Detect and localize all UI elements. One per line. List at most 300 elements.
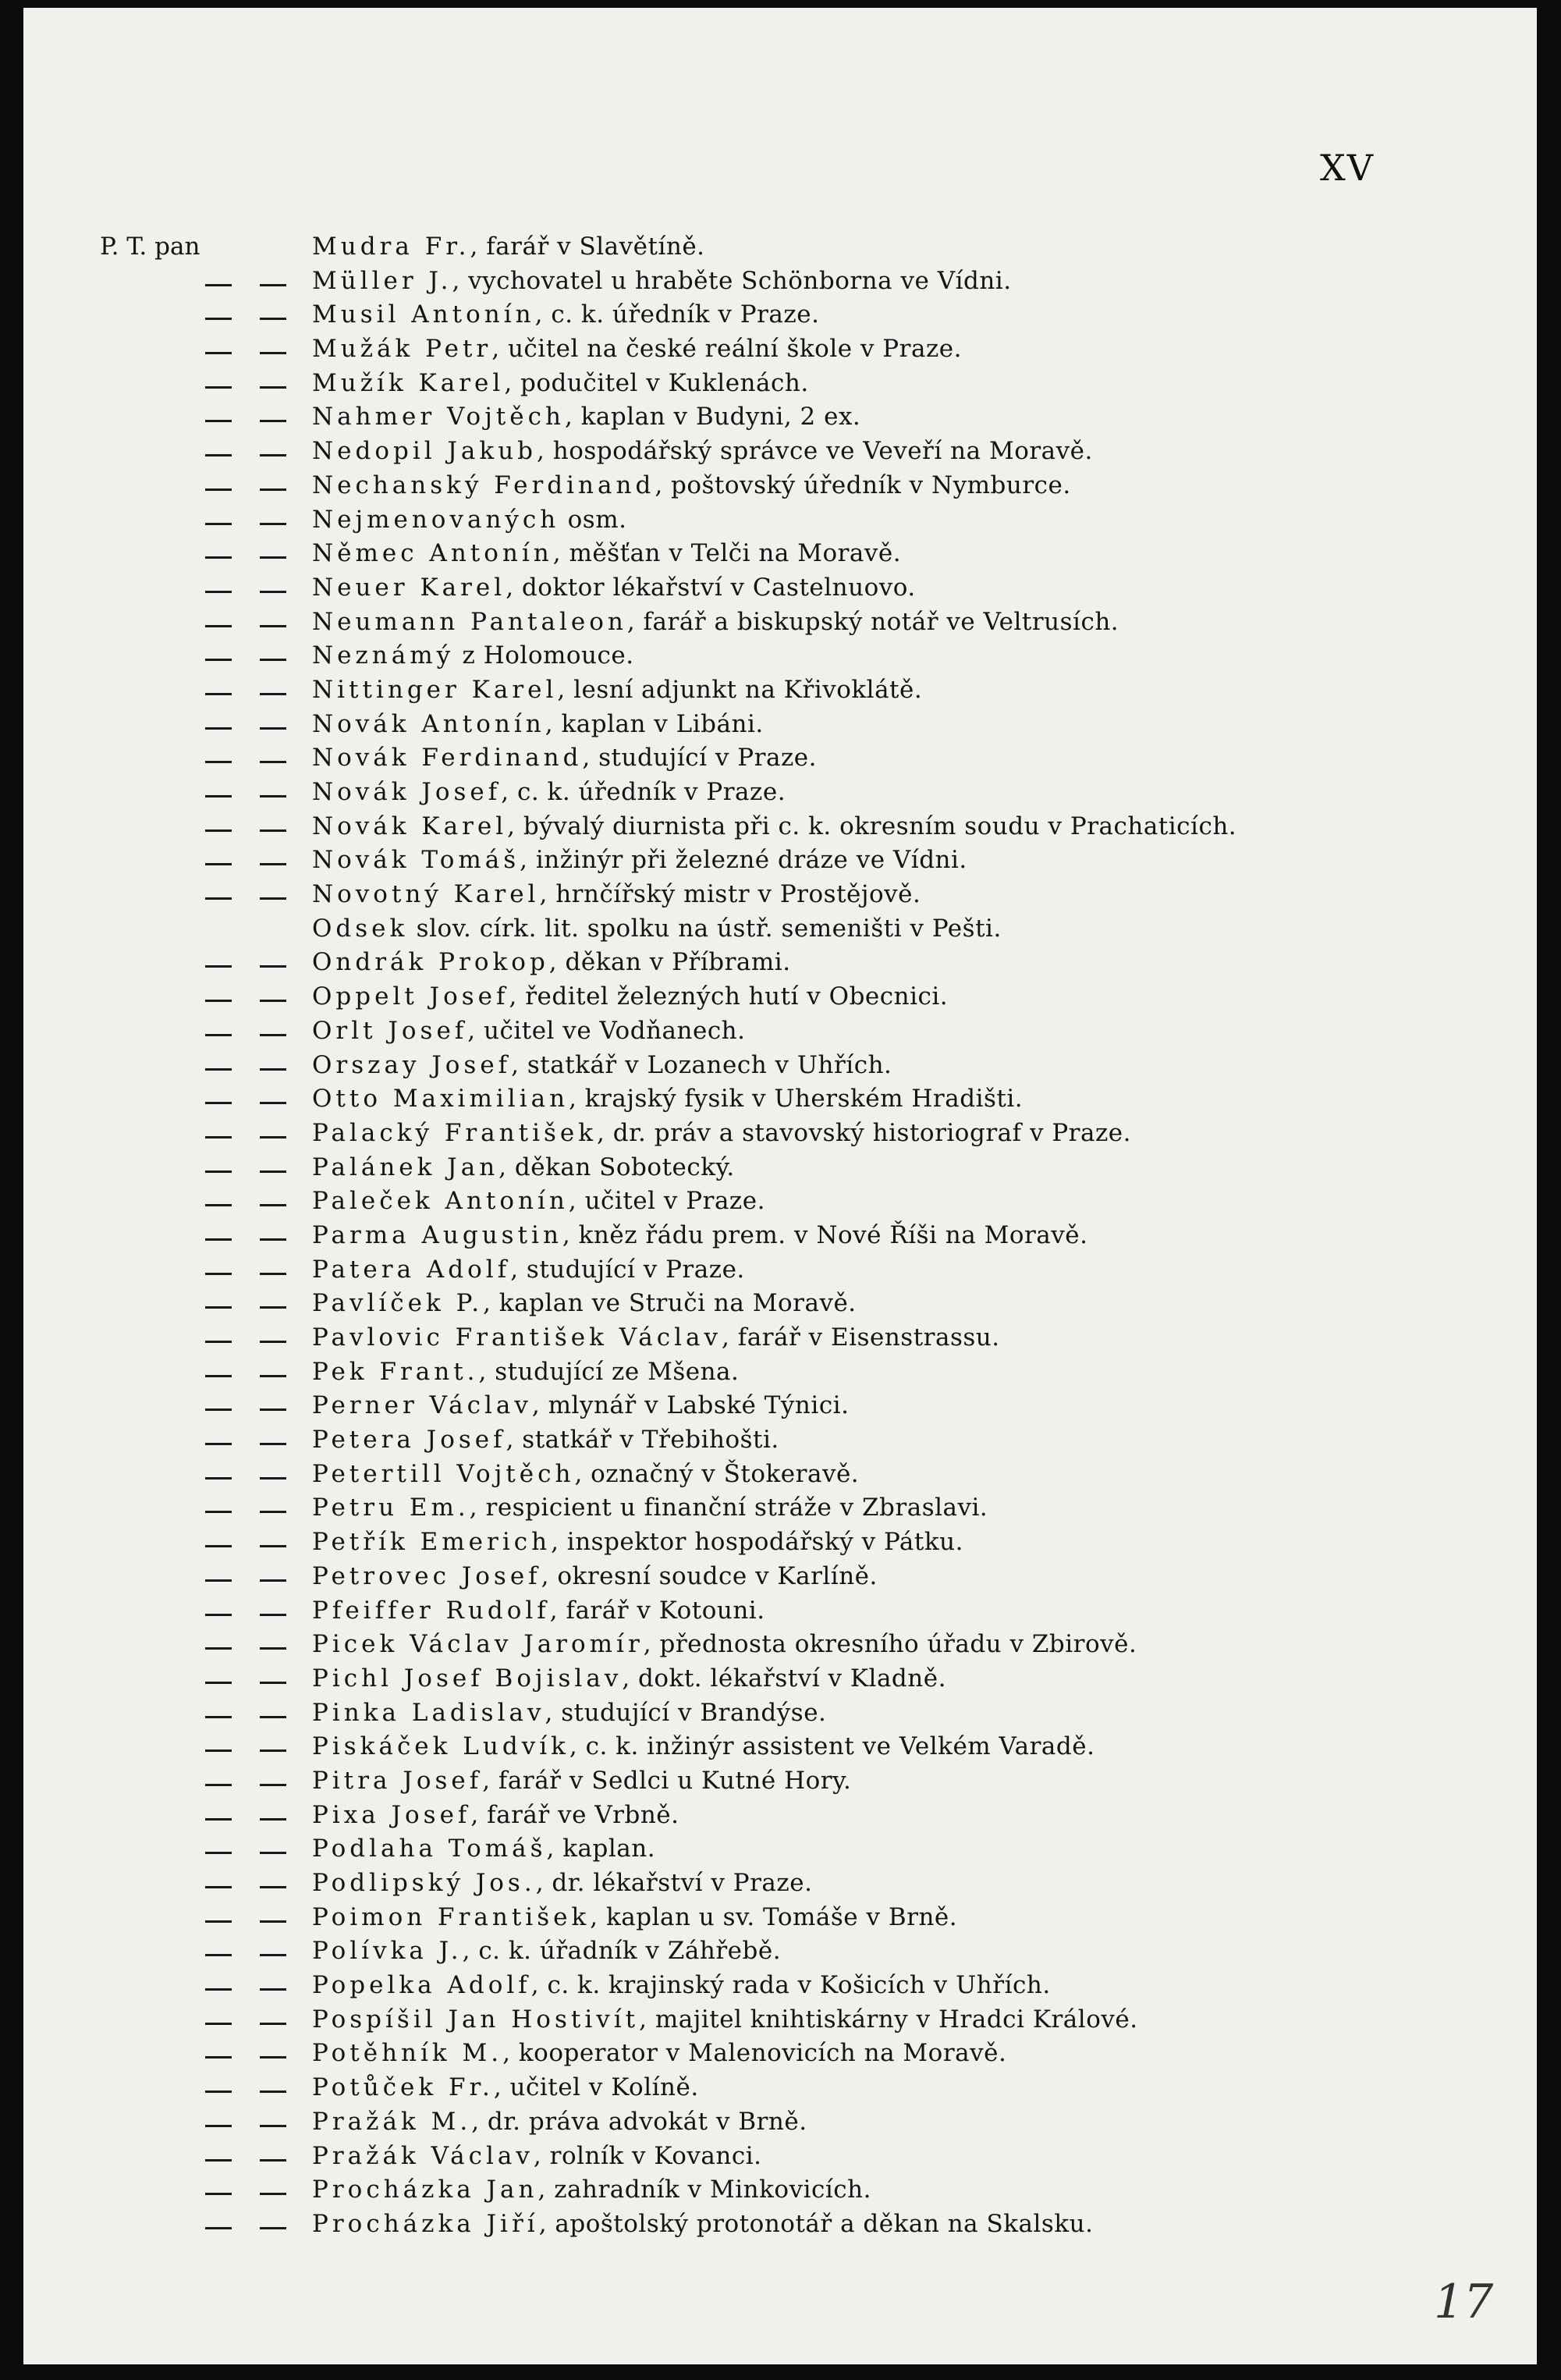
entry-name: Pek Frant. (312, 1357, 479, 1386)
entry-name: Patera Adolf (312, 1255, 511, 1284)
ditto-dash (205, 1034, 232, 1036)
entry-name: Potěhník M. (312, 2039, 503, 2068)
ditto-dash (260, 523, 286, 525)
entry-name: Piskáček Ludvík (312, 1732, 569, 1761)
ditto-dash (260, 625, 286, 627)
ditto-dash (260, 1511, 286, 1513)
ditto-dash (205, 2193, 232, 2195)
list-item (100, 1358, 1520, 1392)
entry-name: Neumann Pantaleon (312, 607, 627, 636)
entry-description: , respicient u finanční stráže v Zbraslavi. (469, 1494, 988, 1522)
entry-description: , učitel v Praze. (568, 1187, 765, 1216)
ditto-dash (205, 2023, 232, 2025)
ditto-dash (260, 965, 286, 968)
entry-description: , studující ze Mšena. (478, 1357, 740, 1386)
entry-description: , farář v Sedlci u Kutné Hory. (482, 1766, 852, 1795)
entry-description: , farář ve Vrbně. (470, 1800, 679, 1829)
ditto-dash (260, 1000, 286, 1002)
ditto-dash (260, 1068, 286, 1071)
entry-name: Neznámý (312, 641, 455, 670)
entry-name: Odsek (312, 914, 409, 943)
ditto-dash (205, 420, 232, 422)
ditto-dash (260, 2023, 286, 2025)
list-item (100, 1153, 1520, 1188)
ditto-dash (260, 1647, 286, 1650)
ditto-dash (260, 1716, 286, 1718)
entry-name: Pavlovic František Václav (312, 1323, 722, 1352)
entry-name: Pospíšil Jan Hostivít (312, 2005, 640, 2034)
entry-name: Mužík Karel (312, 368, 505, 397)
entry-description: , kaplan u sv. Tomáše v Brně. (590, 1902, 958, 1931)
ditto-dash (205, 659, 232, 661)
entry-name: Podlaha Tomáš (312, 1835, 547, 1863)
entry-text (312, 1017, 746, 1045)
entry-description: , hrnčířský mistr v Prostějově. (539, 880, 921, 909)
entry-name: Otto Maximilian (312, 1085, 569, 1114)
entry-text (312, 403, 860, 431)
ditto-dash (260, 2125, 286, 2127)
ditto-dash (260, 556, 286, 559)
list-item (100, 437, 1520, 471)
ditto-dash (205, 1545, 232, 1547)
entry-text (312, 1630, 1137, 1658)
entry-text (312, 1699, 826, 1727)
ditto-dash (260, 1238, 286, 1241)
entry-description: , označný v Štokeravě. (574, 1459, 860, 1488)
ditto-dash (260, 386, 286, 389)
entry-name: Nahmer Vojtěch (312, 403, 565, 432)
entry-text (312, 846, 967, 874)
ditto-dash (205, 1920, 232, 1923)
entry-description: z Holomouce. (454, 641, 634, 670)
ditto-dash (205, 1852, 232, 1854)
list-item (100, 335, 1520, 369)
entry-text (312, 1051, 892, 1079)
entry-name: Pichl Josef Bojislav (312, 1664, 623, 1693)
entry-name: Petrovec Josef (312, 1561, 541, 1590)
entry-name: Parma Augustin (312, 1220, 562, 1249)
entry-text (312, 982, 948, 1011)
entry-name: Popelka Adolf (312, 1971, 531, 2000)
entry-name: Novák Karel (312, 812, 508, 840)
entry-description: slov. círk. lit. spolku na ústř. semeništi v Pešti. (408, 914, 1002, 943)
ditto-dash (260, 1102, 286, 1104)
ditto-dash (260, 1341, 286, 1343)
ditto-dash (205, 965, 232, 968)
ditto-dash (205, 2056, 232, 2059)
entry-text (312, 1903, 957, 1931)
entry-name: Novák Josef (312, 778, 502, 806)
list-item (100, 948, 1520, 982)
list-item (100, 2142, 1520, 2176)
list-item (100, 403, 1520, 437)
entry-description: , dr. práv a stavovský historiograf v Praze. (597, 1118, 1132, 1147)
entry-text (312, 233, 705, 261)
entry-text (312, 676, 922, 704)
entry-text (312, 1460, 859, 1488)
entry-text (312, 2005, 1138, 2034)
list-item (100, 1051, 1520, 1085)
list-item (100, 2005, 1520, 2040)
list-item (100, 1903, 1520, 1938)
ditto-dash (260, 318, 286, 320)
entry-name: Ondrák Prokop (312, 948, 549, 977)
entry-description: , kaplan v Budyni, 2 ex. (564, 403, 861, 432)
ditto-dash (260, 1784, 286, 1786)
entry-text (312, 471, 1071, 499)
ditto-dash (260, 2227, 286, 2229)
ditto-dash (205, 284, 232, 286)
ditto-dash (260, 863, 286, 865)
list-item (100, 1597, 1520, 1631)
entry-name: Musil Antonín (312, 300, 535, 329)
entry-name: Picek Václav Jaromír (312, 1630, 644, 1659)
list-item (100, 1835, 1520, 1869)
ditto-dash (260, 1408, 286, 1411)
list-item (100, 1494, 1520, 1528)
entry-name: Mužák Petr (312, 335, 492, 364)
list-item (100, 2039, 1520, 2073)
ditto-dash (260, 1477, 286, 1480)
handwritten-mark: 17 (1434, 2275, 1494, 2329)
ditto-dash (205, 591, 232, 593)
document-page (23, 8, 1537, 2364)
ditto-dash (205, 1886, 232, 1888)
entry-name: Petertill Vojtěch (312, 1459, 575, 1488)
ditto-dash (205, 863, 232, 865)
entry-text (312, 1119, 1131, 1147)
entry-text (312, 1358, 739, 1386)
ditto-dash (260, 1443, 286, 1445)
entry-name: Potůček Fr. (312, 2073, 494, 2102)
list-item (100, 1017, 1520, 1051)
ditto-dash (205, 1749, 232, 1752)
ditto-dash (205, 318, 232, 320)
entry-description: , podučitel v Kuklenách. (504, 368, 809, 397)
ditto-dash (205, 523, 232, 525)
ditto-dash (205, 2227, 232, 2229)
entry-name: Polívka J. (312, 1937, 463, 1966)
entry-text (312, 335, 962, 363)
entry-text (312, 1664, 946, 1693)
entry-description: , děkan v Příbrami. (548, 948, 791, 977)
ditto-dash (205, 1443, 232, 1445)
entry-name: Novák Antonín (312, 709, 545, 738)
list-item (100, 506, 1520, 540)
entry-description: , krajský fysik v Uherském Hradišti. (569, 1085, 1024, 1114)
entry-description: , farář v Slavětíně. (470, 233, 705, 261)
entry-name: Palánek Jan (312, 1153, 499, 1181)
entry-description: , kooperator v Malenovicích na Moravě. (502, 2039, 1007, 2068)
entry-name: Pinka Ladislav (312, 1698, 545, 1727)
entry-description: , c. k. úřadník v Záhřebě. (462, 1937, 782, 1966)
page-number: XV (1320, 147, 1375, 189)
ditto-dash (260, 488, 286, 491)
entry-name: Němec Antonín (312, 539, 553, 568)
ditto-dash (260, 1136, 286, 1138)
ditto-dash (260, 1034, 286, 1036)
ditto-dash (205, 727, 232, 730)
list-item (100, 641, 1520, 676)
entry-name: Mudra Fr. (312, 233, 470, 261)
entry-text (312, 1494, 988, 1522)
entry-name: Poimon František (312, 1902, 591, 1931)
entry-description: , majitel knihtiskárny v Hradci Králové. (639, 2005, 1138, 2034)
entry-description: , děkan Sobotecký. (498, 1153, 735, 1181)
ditto-dash (205, 761, 232, 763)
ditto-dash (205, 1306, 232, 1309)
list-item (100, 1971, 1520, 2005)
entry-description: , ředitel železných hutí v Obecnici. (509, 982, 949, 1011)
ditto-dash (205, 1784, 232, 1786)
entry-name: Novotný Karel (312, 880, 540, 909)
entry-name: Neuer Karel (312, 573, 506, 602)
ditto-dash (205, 352, 232, 354)
entry-text (312, 2073, 699, 2101)
ditto-dash (260, 1920, 286, 1923)
ditto-dash (205, 2125, 232, 2127)
entry-description: , rolník v Kovanci. (533, 2141, 762, 2170)
ditto-dash (260, 1579, 286, 1582)
entry-name: Petřík Emerich (312, 1528, 552, 1557)
ditto-dash (260, 352, 286, 354)
list-item (100, 676, 1520, 710)
ditto-dash (260, 1682, 286, 1684)
ditto-dash (205, 488, 232, 491)
entry-description: , okresní soudce v Karlíně. (541, 1561, 878, 1590)
ditto-dash (205, 2159, 232, 2162)
entry-description: , poštovský úředník v Nymburce. (655, 471, 1071, 499)
ditto-dash (260, 727, 286, 730)
entry-description: , statkář v Třebihošti. (506, 1426, 779, 1455)
ditto-dash (205, 1988, 232, 1991)
ditto-dash (260, 284, 286, 286)
entry-name: Podlipský Jos. (312, 1869, 536, 1897)
ditto-dash (260, 591, 286, 593)
list-item (100, 812, 1520, 847)
ditto-dash (260, 1886, 286, 1888)
entry-description: , bývalý diurnista při c. k. okresním soudu v Prachaticích. (507, 812, 1237, 840)
ditto-dash (205, 454, 232, 456)
entry-text (312, 1085, 1023, 1113)
entry-name: Novák Ferdinand (312, 744, 583, 773)
entry-text (312, 2108, 807, 2136)
entry-name: Pavlíček P. (312, 1289, 484, 1318)
list-item (100, 2073, 1520, 2108)
list-item (100, 1391, 1520, 1426)
ditto-dash (260, 2090, 286, 2093)
ditto-dash (205, 1102, 232, 1104)
list-item (100, 1085, 1520, 1119)
entry-text (312, 1391, 849, 1419)
entry-text (312, 1426, 779, 1454)
entry-description: , mlynář v Labské Týnici. (531, 1391, 850, 1420)
list-item (100, 982, 1520, 1017)
ditto-dash (205, 1408, 232, 1411)
entry-text (312, 1869, 812, 1897)
entry-description: , farář v Eisenstrassu. (722, 1323, 1000, 1352)
entry-name: Petru Em. (312, 1494, 470, 1522)
entry-description: , studující v Praze. (510, 1255, 745, 1284)
entry-description: , farář a biskupský notář ve Veltrusích. (626, 607, 1119, 636)
entry-name: Nejmenovaných (312, 505, 560, 534)
entry-description: , lesní adjunkt na Křivoklátě. (557, 675, 923, 704)
ditto-dash (205, 1000, 232, 1002)
list-item (100, 744, 1520, 778)
list-item (100, 1256, 1520, 1290)
ditto-dash (205, 1818, 232, 1821)
ditto-dash (260, 2193, 286, 2195)
entry-description: osm. (559, 505, 627, 534)
entry-text (312, 2039, 1006, 2067)
entry-name: Oppelt Josef (312, 982, 509, 1011)
list-item (100, 574, 1520, 608)
list-item (100, 778, 1520, 812)
entry-text (312, 1562, 878, 1590)
honorific-prefix: P. T. pan (100, 233, 200, 261)
entry-description: , vychovatel u hraběte Schönborna ve Vídni. (452, 266, 1012, 295)
ditto-dash (260, 1545, 286, 1547)
ditto-dash (205, 556, 232, 559)
entry-text (312, 1767, 851, 1795)
entry-description: , apoštolský protonotář a děkan na Skalsku. (538, 2209, 1094, 2238)
list-item (100, 1460, 1520, 1494)
list-item (100, 1289, 1520, 1323)
ditto-dash (205, 693, 232, 695)
entry-description: , kaplan. (546, 1835, 656, 1863)
entry-name: Orszay Josef (312, 1050, 512, 1079)
list-item (100, 846, 1520, 880)
ditto-dash (260, 1170, 286, 1173)
list-item (100, 1699, 1520, 1733)
entry-text (312, 880, 921, 908)
list-item (100, 608, 1520, 642)
ditto-dash (260, 1204, 286, 1206)
entry-name: Perner Václav (312, 1391, 532, 1420)
entry-name: Petera Josef (312, 1426, 506, 1455)
entry-text (312, 744, 817, 772)
list-item (100, 1528, 1520, 1562)
ditto-dash (205, 1477, 232, 1480)
entry-description: , kaplan v Libáni. (545, 709, 764, 738)
entry-text (312, 812, 1236, 840)
entry-name: Pfeiffer Rudolf (312, 1596, 550, 1625)
ditto-dash (260, 693, 286, 695)
entry-text (312, 1732, 1094, 1760)
list-item (100, 1801, 1520, 1835)
entry-text (312, 437, 1093, 465)
entry-description: , dr. práva advokát v Brně. (471, 2107, 807, 2136)
entry-name: Pixa Josef (312, 1800, 471, 1829)
entry-text (312, 369, 809, 397)
ditto-dash (260, 1988, 286, 1991)
list-item (100, 1323, 1520, 1358)
entry-text (312, 1221, 1088, 1249)
entry-description: , dokt. lékařství v Kladně. (622, 1664, 946, 1693)
ditto-dash (205, 1579, 232, 1582)
list-item (100, 369, 1520, 403)
entry-name: Nedopil Jakub (312, 437, 537, 466)
entry-text (312, 574, 916, 602)
entry-text (312, 948, 791, 976)
ditto-dash (260, 1306, 286, 1309)
ditto-dash (260, 829, 286, 832)
entry-text (312, 778, 786, 806)
entry-description: , studující v Praze. (582, 744, 817, 773)
ditto-dash (260, 2159, 286, 2162)
entry-description: , měšťan v Telči na Moravě. (552, 539, 902, 568)
entry-text (312, 506, 626, 534)
entry-description: , přednosta okresního úřadu v Zbirově. (643, 1630, 1137, 1659)
entry-text (312, 1256, 745, 1284)
entry-text (312, 1528, 963, 1556)
entry-text (312, 1289, 857, 1317)
list-item (100, 2210, 1520, 2244)
ditto-dash (205, 2090, 232, 2093)
ditto-dash (205, 1136, 232, 1138)
list-item (100, 1630, 1520, 1664)
entry-text (312, 2176, 871, 2204)
entry-name: Orlt Josef (312, 1016, 468, 1045)
entry-text (312, 915, 1002, 943)
entry-text (312, 1597, 765, 1625)
entry-description: , hospodářský správce ve Veveří na Moravě. (537, 437, 1093, 466)
entry-description: , c. k. úředník v Praze. (501, 778, 786, 806)
entry-text (312, 300, 819, 329)
subscriber-list (100, 233, 1520, 2244)
ditto-dash (260, 1614, 286, 1616)
ditto-dash (205, 1068, 232, 1071)
list-item (100, 1664, 1520, 1699)
list-item (100, 2108, 1520, 2142)
entry-description: , farář v Kotouni. (549, 1596, 765, 1625)
entry-text (312, 267, 1012, 295)
ditto-dash (260, 420, 286, 422)
ditto-dash (205, 1716, 232, 1718)
entry-text (312, 1801, 679, 1829)
ditto-dash (205, 829, 232, 832)
ditto-dash (260, 1954, 286, 1956)
ditto-dash (260, 2056, 286, 2059)
entry-name: Pitra Josef (312, 1766, 483, 1795)
entry-description: , učitel na české reální škole v Praze. (491, 335, 962, 364)
entry-name: Novák Tomáš (312, 846, 520, 875)
list-item (100, 710, 1520, 744)
entry-name: Pražák Václav (312, 2141, 534, 2170)
ditto-dash (205, 897, 232, 900)
ditto-dash (205, 1204, 232, 1206)
ditto-dash (260, 1852, 286, 1854)
ditto-dash (205, 1375, 232, 1377)
entry-name: Procházka Jiří (312, 2209, 539, 2238)
entry-text (312, 1323, 1000, 1352)
list-item (100, 1187, 1520, 1221)
entry-description: , inspektor hospodářský v Pátku. (551, 1528, 963, 1557)
list-item (100, 471, 1520, 506)
entry-description: , studující v Brandýse. (545, 1698, 827, 1727)
ditto-dash (260, 897, 286, 900)
entry-description: , statkář v Lozanech v Uhřích. (511, 1050, 892, 1079)
list-item (100, 233, 1520, 267)
entry-text (312, 1187, 765, 1215)
entry-description: , kaplan ve Struči na Moravě. (483, 1289, 857, 1318)
entry-text (312, 2142, 762, 2170)
list-item (100, 300, 1520, 335)
entry-text (312, 1153, 735, 1181)
entry-name: Nechanský Ferdinand (312, 471, 655, 499)
list-item (100, 1767, 1520, 1801)
entry-name: Palacký František (312, 1118, 598, 1147)
